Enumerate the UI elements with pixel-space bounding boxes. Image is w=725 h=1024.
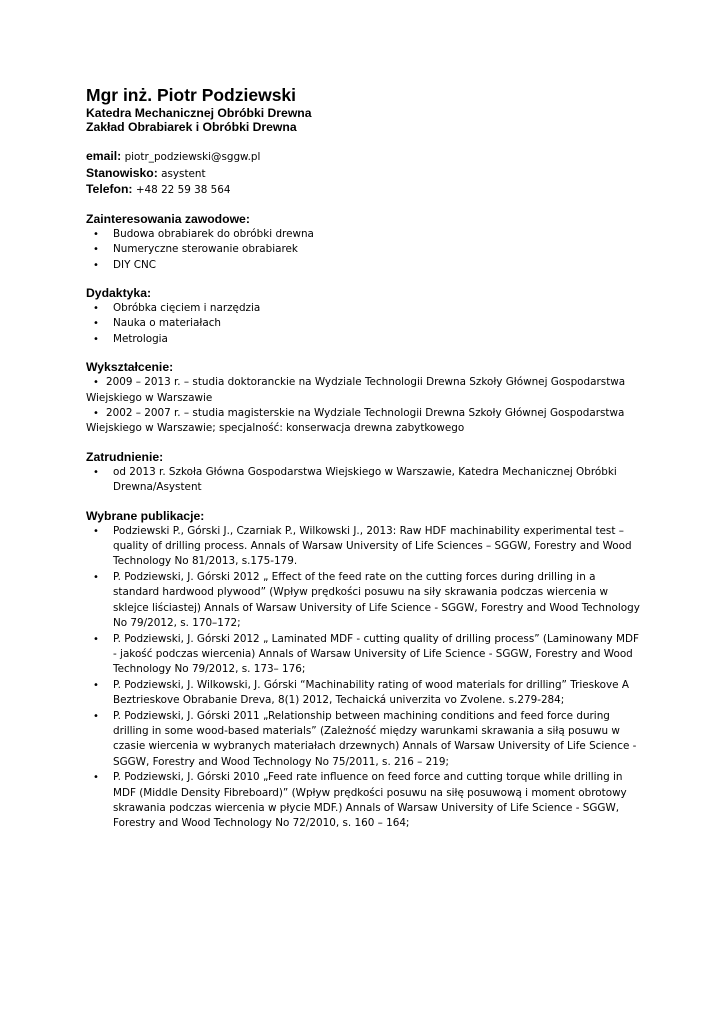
- bullet-icon: •: [93, 333, 99, 345]
- person-name: Mgr inż. Piotr Podziewski: [86, 85, 297, 105]
- list-item: [86, 570, 644, 632]
- list-item-text: P. Podziewski, J. Wilkowski, J. Górski “Machinability rating of wood materials for drilling” Trieskove A Beztrieskove Obrabanie Dreva, 8(1) 2012, Techaická univerzita vo Zvolene. s.279-284;: [113, 678, 629, 707]
- teaching-section: [86, 286, 644, 347]
- list-item-text: P. Podziewski, J. Górski 2010 „Feed rate influence on feed force and cutting torque while drilling in MDF (Middle Density Fibreboard)” (Wpływ prędkości posuwu na siłę posuwową i moment obrotowy skrawania podczas wiercenia w płycie MDF.) Annals of Warsaw University of Life Science - SGGW, Forestry and Wood Technology No 72/2010, s. 160 – 164;: [113, 771, 627, 830]
- bullet-icon: •: [93, 303, 99, 314]
- list-item-text: Nauka o materiałach: [113, 317, 221, 330]
- interests-section: [86, 212, 644, 273]
- position-label: Stanowisko:: [86, 165, 158, 180]
- education-list: [86, 375, 644, 437]
- list-item: [86, 227, 644, 242]
- list-item-text: P. Podziewski, J. Górski 2011 „Relationship between machining conditions and feed force during drilling in some wood-based materials” (Zależność między warunkami skrawania a siłą posuwu w czasie wiercenia w wybranych materiałach drzewnych) Annals of Warsaw University of Life Science - SGGW, Forestry and Wood Technology No 75/2011, s. 216 – 219;: [113, 709, 637, 768]
- list-item: [86, 316, 644, 331]
- section-title: Zatrudnienie:: [86, 449, 164, 464]
- bullet-icon: •: [93, 259, 99, 271]
- document-page: [86, 84, 644, 832]
- list-item-text: P. Podziewski, J. Górski 2012 „ Laminated MDF - cutting quality of drilling process” (Laminowany MDF - jakość podczas wiercenia) Annals of Warsaw University of Life Science - SGGW, Forestry and Wood Technology No 79/2012, s. 173– 176;: [113, 632, 639, 676]
- unit-name: Zakład Obrabiarek i Obróbki Drewna: [86, 120, 297, 134]
- department-name: Katedra Mechanicznej Obróbki Drewna: [86, 106, 312, 120]
- bullet-icon: •: [93, 710, 99, 722]
- position-value: asystent: [161, 167, 206, 180]
- list-item-text: Budowa obrabiarek do obróbki drewna: [113, 227, 314, 240]
- section-title: Wykształcenie:: [86, 360, 174, 375]
- list-item: [86, 465, 644, 496]
- teaching-list: [86, 301, 644, 347]
- list-item: [86, 301, 644, 316]
- bullet-icon: •: [93, 571, 99, 583]
- list-item: [86, 678, 644, 709]
- list-item: [86, 524, 644, 570]
- contact-block: [86, 149, 644, 199]
- list-item: [86, 332, 644, 347]
- list-item-text: P. Podziewski, J. Górski 2012 „ Effect of the feed rate on the cutting forces during drilling in a standard hardwood plywood” (Wpływ prędkości posuwu na siły skrawania podczas wiercenia w sklejce liściastej) Annals of Warsaw University of Life Science - SGGW, Forestry and Wood Technology No 79/2012, s. 170–172;: [113, 570, 640, 630]
- list-item-text: DIY CNC: [113, 258, 156, 271]
- list-item-text: Obróbka cięciem i narzędzia: [113, 302, 261, 314]
- bullet-icon: •: [93, 633, 99, 645]
- interests-list: [86, 227, 644, 273]
- publications-section: [86, 509, 644, 832]
- list-item: [86, 375, 644, 406]
- list-item: [86, 770, 644, 832]
- bullet-icon: •: [93, 377, 99, 389]
- phone-value: +48 22 59 38 564: [135, 184, 231, 197]
- email-label: email:: [86, 149, 122, 163]
- phone-label: Telefon:: [86, 182, 133, 197]
- publications-list: [86, 524, 644, 832]
- phone-row: [86, 182, 644, 199]
- bullet-icon: •: [93, 318, 99, 330]
- list-item-text: 2002 – 2007 r. – studia magisterskie na Wydziale Technologii Drewna Szkoły Głównej Gospodarstwa Wiejskiego w Warszawie; specjalność: konserwacja drewna zabytkowego: [86, 407, 625, 435]
- list-item: [86, 242, 644, 257]
- list-item: [86, 632, 644, 678]
- list-item: [86, 258, 644, 273]
- email-row: [86, 149, 644, 166]
- bullet-icon: •: [93, 466, 99, 478]
- list-item-text: 2009 – 2013 r. – studia doktoranckie na Wydziale Technologii Drewna Szkoły Głównej Gospodarstwa Wiejskiego w Warszawie: [86, 376, 626, 404]
- bullet-icon: •: [93, 679, 99, 691]
- education-section: [86, 360, 644, 437]
- list-item-text: od 2013 r. Szkoła Główna Gospodarstwa Wiejskiego w Warszawie, Katedra Mechanicznej Obróbki Drewna/Asystent: [113, 465, 617, 494]
- employment-section: [86, 450, 644, 496]
- bullet-icon: •: [93, 772, 99, 784]
- position-row: [86, 166, 644, 183]
- section-title: Dydaktyka:: [86, 286, 152, 300]
- bullet-icon: •: [93, 244, 99, 256]
- list-item-text: Numeryczne sterowanie obrabiarek: [113, 243, 298, 256]
- section-title: Zainteresowania zawodowe:: [86, 211, 250, 226]
- email-value[interactable]: piotr_podziewski@sggw.pl: [124, 151, 261, 163]
- list-item-text: Metrologia: [113, 332, 168, 345]
- list-item: [86, 709, 644, 771]
- section-title: Wybrane publikacje:: [86, 508, 205, 523]
- list-item: [86, 406, 644, 437]
- bullet-icon: •: [93, 525, 99, 537]
- bullet-icon: •: [93, 228, 99, 240]
- bullet-icon: •: [93, 408, 99, 420]
- list-item-text: Podziewski P., Górski J., Czarniak P., Wilkowski J., 2013: Raw HDF machinability experimental test – quality of drilling process. Annals of Warsaw University of Life Sciences – SGGW, Forestry and Wood Technology No 81/2013, s.175-179.: [113, 524, 632, 568]
- employment-list: [86, 465, 644, 496]
